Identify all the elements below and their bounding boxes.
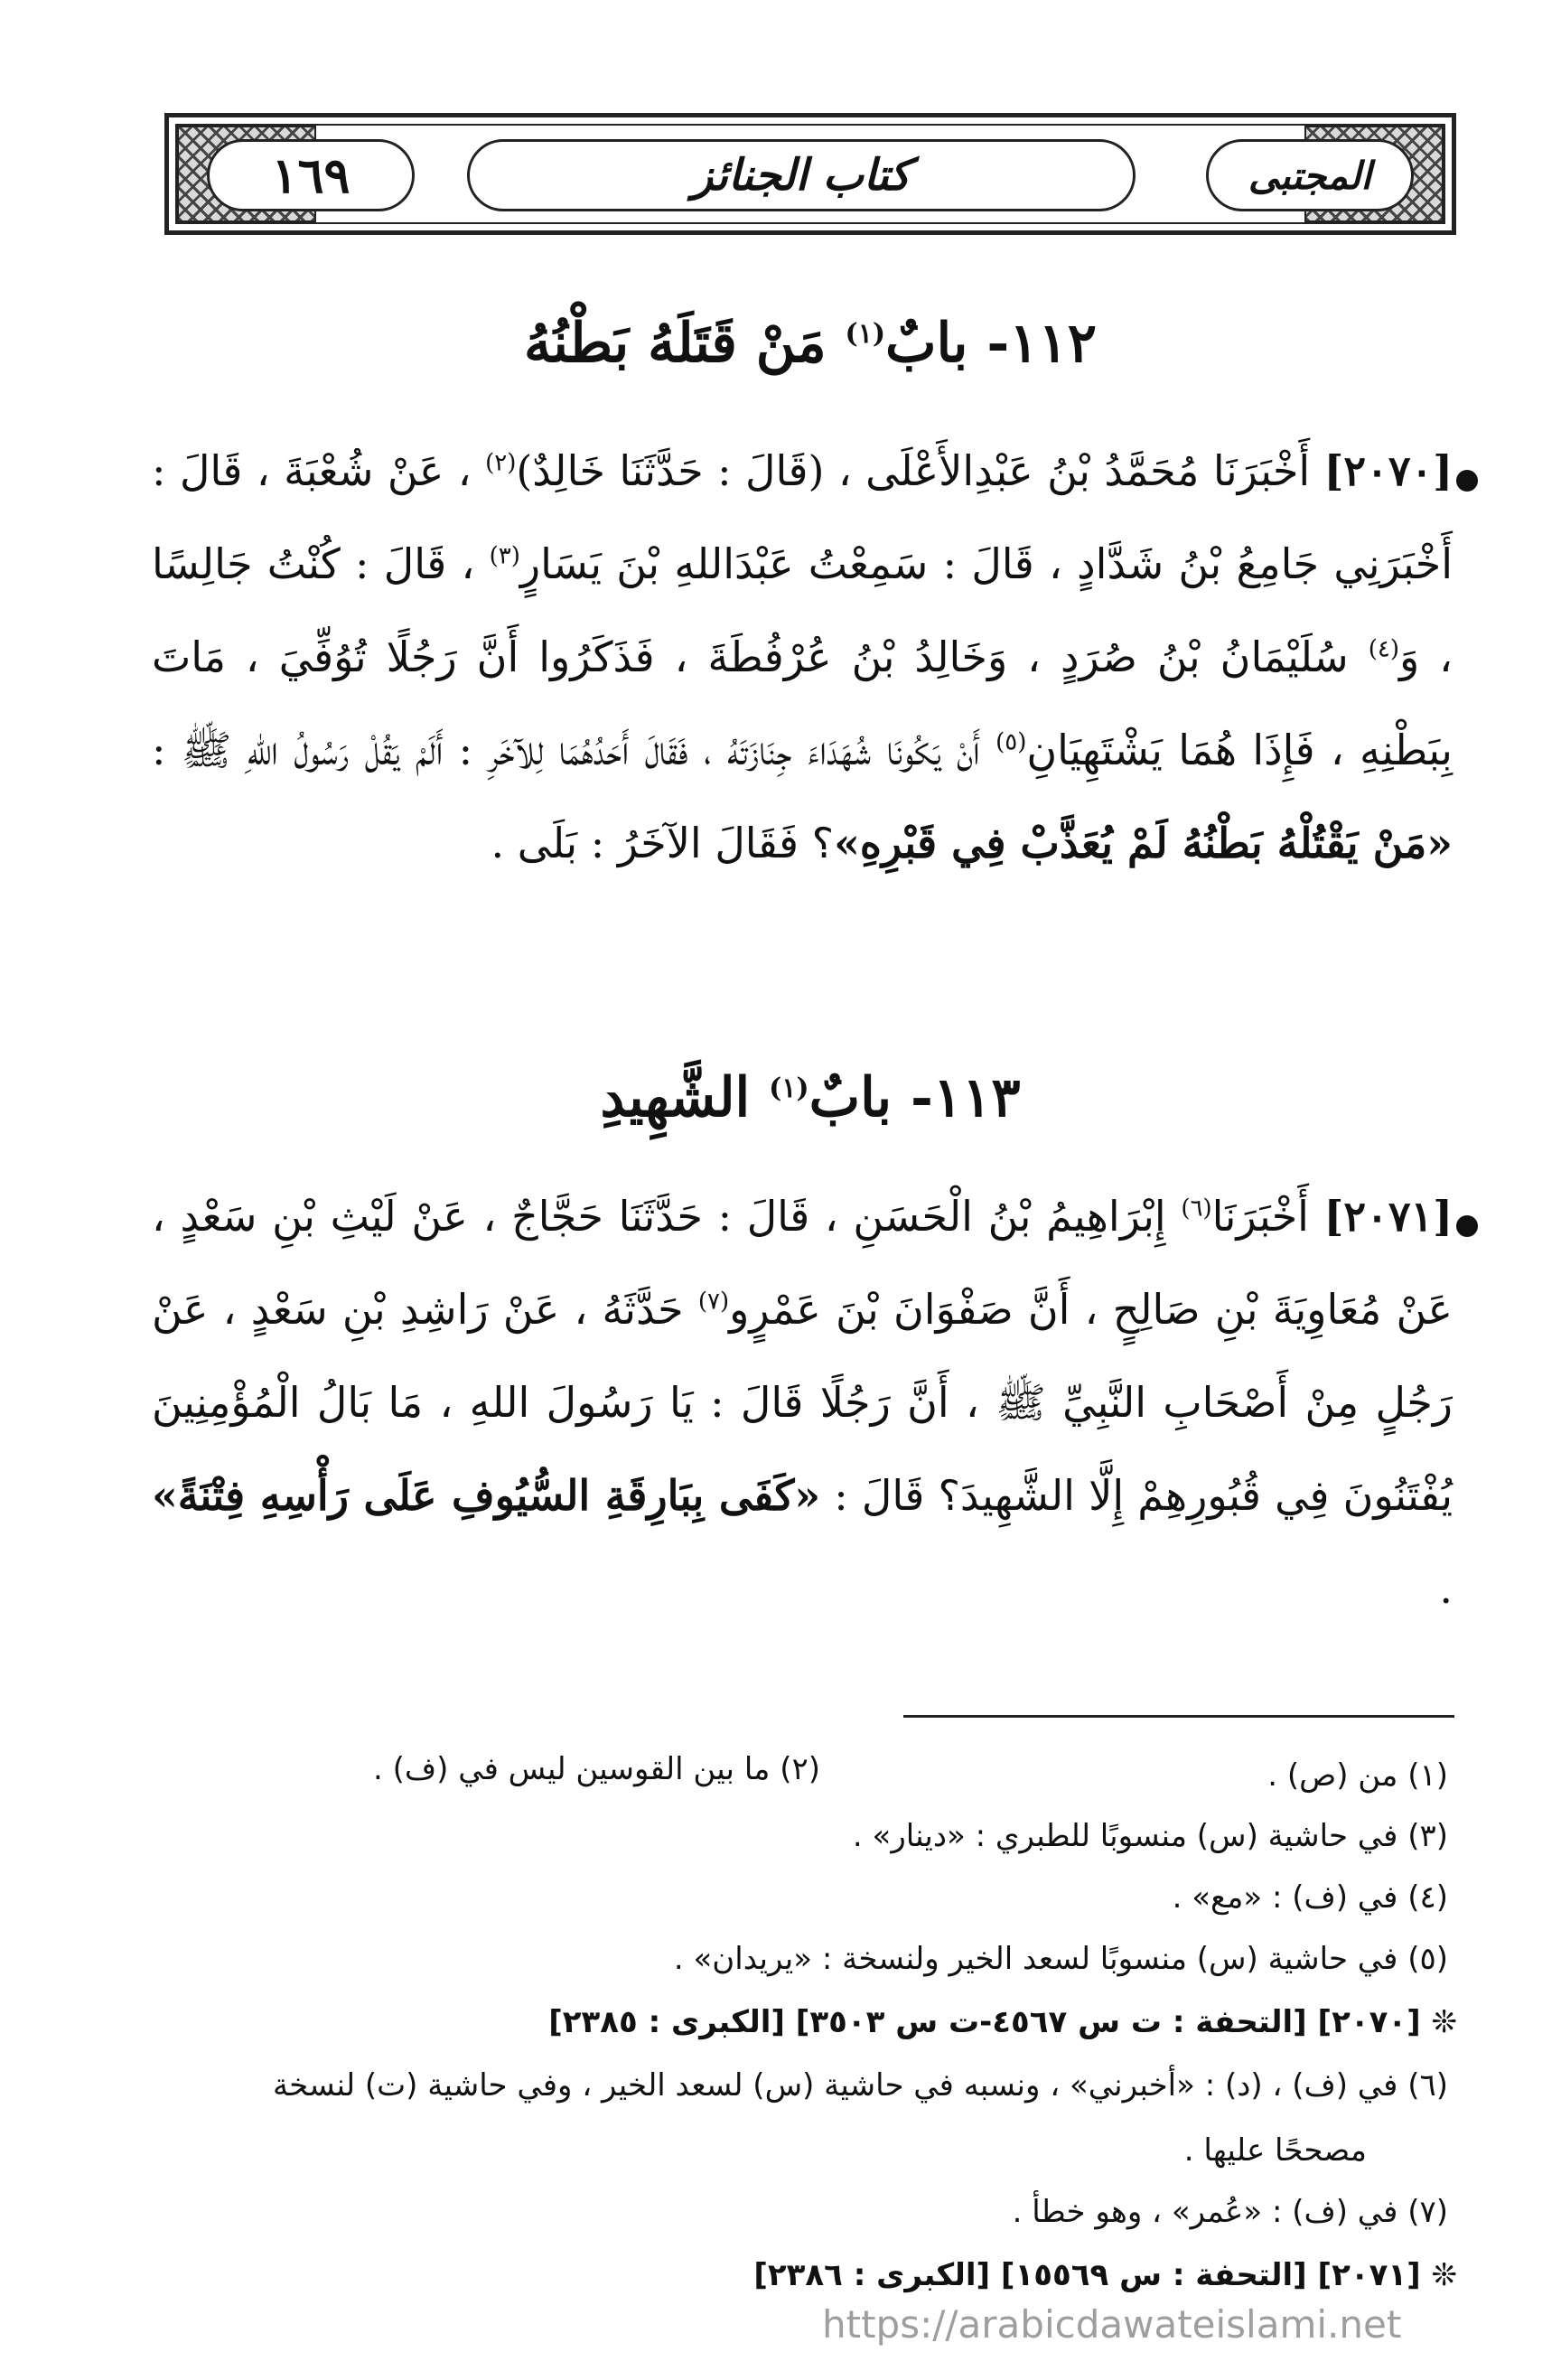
footnote-ref: (٢) [485,449,517,477]
prophetic-quote: «كَفَى بِبَارِقَةِ السُّيُوفِ عَلَى رَأْسِهِ فِتْنَةً» [152,1471,821,1520]
hadith-text: سُلَيْمَانُ بْنُ صُرَدٍ ، وَخَالِدُ بْنُ عُرْفُطَةَ ، فَذَكَرُوا أَنَّ رَجُلًا تُوُفِّيَ ، مَاتَ بِبَطْنِهِ ، فَإِذَا هُمَا يَشْتَهِيَانِ [152,632,1453,774]
hadith-text: حَدَّثَهُ ، عَنْ رَاشِدِ بْنِ سَعْدٍ ، عَنْ رَجُلٍ مِنْ أَصْحَابِ النَّبِيِّ ﷺ ، أَنَّ رَجُلًا قَالَ : يَا رَسُولَ اللهِ ، مَا بَالُ الْمُؤْمِنِينَ يُفْتَنُونَ فِي قُبُورِهِمْ إِلَّا الشَّهِيدَ؟ قَالَ : [152,1285,1454,1520]
hadith-text: . [1439,1564,1453,1613]
footnote-1: (١) من (ص) . [1267,1757,1448,1794]
hadith-number: [٢٠٧١] [1323,1192,1454,1241]
star-icon: ❊ [1431,2004,1457,2040]
book-title: كتاب الجنائز [692,150,911,201]
star-icon: ❊ [1431,2257,1457,2293]
footnote-separator [903,1715,1454,1718]
footnote-ref: (٧) [697,1288,730,1316]
book-title-cartouche [467,139,1136,211]
hadith-text: ، عَنْ شُعْبَةَ ، قَالَ : أَخْبَرَنِي جَامِعُ بْنُ شَدَّادٍ ، قَالَ : سَمِعْتُ عَبْدَاللهِ بْنَ يَسَارٍ [152,446,1453,588]
hadith-text: ، قَالَ : كُنْتُ جَالِسًا ، وَ [152,539,1454,681]
hadith-number: [٢٠٧٠] [1323,446,1453,495]
hadith-text: أَخْبَرَنَا مُحَمَّدُ بْنُ عَبْدِالأَعْلَى ، (قَالَ : حَدَّثَنَا خَالِدٌ) [516,446,1311,495]
chapter-heading-number: ١١٣- بابٌ [809,1066,1021,1129]
footnote-ref: (٤) [1368,635,1399,663]
hadith-text: أَخْبَرَنَا [1211,1192,1309,1241]
hadith-text: أَنْ يَكُونَا شُهَدَاءَ جِنَازَتَهُ ، فَقَالَ أَحَدُهُمَا لِلآخَرِ : أَلَمْ يَقُلْ رَسُولُ اللهِ ﷺ : [152,726,980,774]
prophetic-quote: «مَنْ يَقْتُلْهُ بَطْنُهُ لَمْ يُعَذَّبْ فِي قَبْرِهِ» [834,819,1453,867]
footnote-6: (٦) في (ف) ، (د) : «أخبرني» ، ونسبه في حاشية (س) لسعد الخير ، وفي حاشية (ت) لنسخة [272,2067,1448,2104]
takhrij-2070 [548,2004,1457,2040]
footnote-7: (٧) في (ف) : «عُمر» ، وهو خطأ . [1012,2194,1448,2230]
chapter-heading-113 [164,1066,1456,1129]
hadith-text: إِبْرَاهِيمُ بْنُ الْحَسَنِ ، قَالَ : حَدَّثَنَا حَجَّاجٌ ، عَنْ لَيْثِ بْنِ سَعْدٍ ، عَنْ مُعَاوِيَةَ بْنِ صَالِحٍ ، أَنَّ صَفْوَانَ بْنَ عَمْرٍو [152,1192,1454,1334]
page-number: ١٦٩ [271,146,351,204]
footnote-4: (٤) في (ف) : «مع» . [1172,1879,1448,1916]
hadith-2070 [152,425,1453,890]
hadith-text: ؟ فَقَالَ الآخَرُ : بَلَى . [491,819,835,867]
footnote-ref: (٦) [1181,1195,1212,1223]
chapter-heading-112 [164,312,1456,375]
hadith-bullet [1456,470,1478,492]
footnote-5: (٥) في حاشية (س) منسوبًا لسعد الخير ولنسخة : «يريدان» . [673,1941,1448,1977]
takhrij-text: [٢٠٧٠] [التحفة : ت س ٤٥٦٧-ت س ٣٥٠٣] [الكبرى : ٢٣٨٥] [548,2004,1421,2040]
footnote-ref: (١) [845,318,886,350]
chapter-heading-number: ١١٢- بابٌ [885,312,1097,375]
chapter-heading-title: مَنْ قَتَلَهُ بَطْنُهُ [524,312,827,375]
takhrij-text: [٢٠٧١] [التحفة : س ١٥٥٦٩] [الكبرى : ٢٣٨٦] [753,2257,1421,2293]
hadith-bullet [1456,1215,1478,1237]
footnote-ref: (٥) [995,728,1027,756]
footnote-ref: (١) [769,1073,809,1104]
footnote-3: (٣) في حاشية (س) منسوبًا للطبري : «دينار» . [852,1818,1448,1854]
page-header-frame [164,113,1456,235]
page-number-cartouche [207,139,415,211]
book-logo [1206,139,1414,211]
chapter-heading-title: الشَّهِيدِ [600,1066,751,1129]
website-watermark: https://arabicdawateislami.net [822,2302,1402,2347]
takhrij-2071 [753,2257,1457,2293]
hadith-2071 [152,1170,1453,1635]
footnote-2: (٢) ما بين القوسين ليس في (ف) . [373,1751,820,1787]
book-logo-text: المجتبى [1248,153,1372,198]
footnote-ref: (٣) [489,542,520,570]
footnote-6-continued: مصححًا عليها . [1183,2132,1367,2169]
